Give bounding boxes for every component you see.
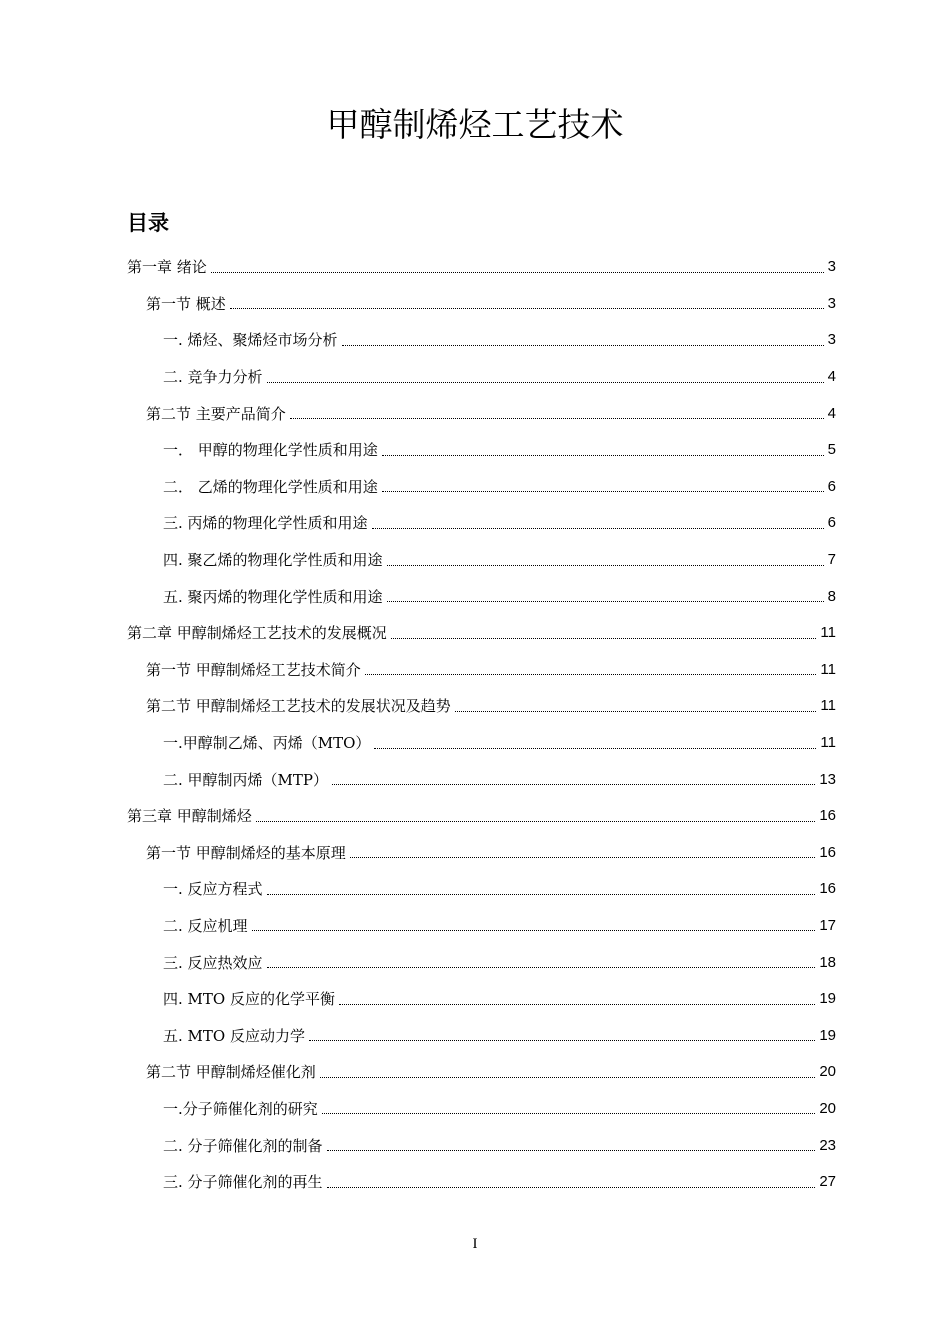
toc-entry-page: 23 xyxy=(819,1136,836,1154)
toc-heading: 目录 xyxy=(127,211,169,235)
dot-leader xyxy=(387,601,824,602)
toc-entry-label: 三. 反应热效应 xyxy=(163,953,263,972)
toc-entry-label: 一. 烯烃、聚烯烃市场分析 xyxy=(163,331,338,350)
toc-entry[interactable] xyxy=(0,1054,950,1091)
toc-entry-label: 第一节 甲醇制烯烃的基本原理 xyxy=(146,843,346,862)
toc-entry-label: 三. 丙烯的物理化学性质和用途 xyxy=(163,514,368,533)
toc-entry-page: 20 xyxy=(819,1063,836,1081)
toc-entry[interactable] xyxy=(0,578,950,615)
toc-entry[interactable] xyxy=(0,249,950,286)
toc-entry-page: 6 xyxy=(827,477,836,495)
dot-leader xyxy=(252,930,816,931)
toc-entry-page: 18 xyxy=(819,953,836,971)
toc-entry-page: 8 xyxy=(827,587,836,605)
dot-leader xyxy=(339,1004,815,1005)
toc-entry-page: 19 xyxy=(819,990,836,1008)
toc-entry-page: 20 xyxy=(819,1099,836,1117)
toc-entry-page: 11 xyxy=(820,734,836,752)
dot-leader xyxy=(309,1040,815,1041)
toc-entry[interactable] xyxy=(0,908,950,945)
dot-leader xyxy=(372,528,824,529)
toc-entry[interactable] xyxy=(0,1091,950,1128)
toc-entry-label: 二. 反应机理 xyxy=(163,916,248,935)
toc-entry[interactable] xyxy=(0,432,950,469)
toc-entry-page: 3 xyxy=(827,331,836,349)
document-title: 甲醇制烯烃工艺技术 xyxy=(326,105,624,144)
table-of-contents xyxy=(0,249,950,1200)
toc-entry[interactable] xyxy=(0,615,950,652)
dot-leader xyxy=(211,272,824,273)
toc-entry-page: 4 xyxy=(827,404,836,422)
dot-leader xyxy=(332,784,815,785)
toc-entry-page: 3 xyxy=(827,294,836,312)
toc-entry-label: 第二节 甲醇制烯烃工艺技术的发展状况及趋势 xyxy=(146,697,451,716)
dot-leader xyxy=(327,1187,816,1188)
toc-entry[interactable] xyxy=(0,286,950,323)
toc-entry-label: 第二节 甲醇制烯烃催化剂 xyxy=(146,1063,316,1082)
toc-entry-label: 第一章 绪论 xyxy=(127,258,207,277)
toc-entry-label: 第一节 甲醇制烯烃工艺技术简介 xyxy=(146,660,361,679)
dot-leader xyxy=(382,491,824,492)
toc-entry-label: 四. MTO 反应的化学平衡 xyxy=(163,990,335,1009)
toc-entry-label: 四. 聚乙烯的物理化学性质和用途 xyxy=(163,551,383,570)
dot-leader xyxy=(322,1113,816,1114)
toc-entry[interactable] xyxy=(0,725,950,762)
toc-entry[interactable] xyxy=(0,1164,950,1201)
toc-entry[interactable] xyxy=(0,944,950,981)
dot-leader xyxy=(455,711,817,712)
toc-entry-page: 27 xyxy=(819,1173,836,1191)
toc-entry-label: 一.分子筛催化剂的研究 xyxy=(163,1099,318,1118)
toc-entry[interactable] xyxy=(0,798,950,835)
toc-entry-page: 3 xyxy=(827,258,836,276)
dot-leader xyxy=(382,455,824,456)
toc-entry-page: 11 xyxy=(820,624,836,642)
toc-entry-label: 二． 乙烯的物理化学性质和用途 xyxy=(163,477,378,496)
toc-entry-label: 第二章 甲醇制烯烃工艺技术的发展概况 xyxy=(127,624,387,643)
toc-entry-label: 五. MTO 反应动力学 xyxy=(163,1026,305,1045)
dot-leader xyxy=(267,967,816,968)
toc-entry[interactable] xyxy=(0,981,950,1018)
toc-entry[interactable] xyxy=(0,871,950,908)
toc-entry-page: 6 xyxy=(827,514,836,532)
toc-entry[interactable] xyxy=(0,761,950,798)
toc-entry[interactable] xyxy=(0,395,950,432)
dot-leader xyxy=(391,638,817,639)
page-number: I xyxy=(472,1236,478,1252)
toc-entry[interactable] xyxy=(0,835,950,872)
toc-entry[interactable] xyxy=(0,1127,950,1164)
toc-entry[interactable] xyxy=(0,542,950,579)
toc-entry-label: 二. 竞争力分析 xyxy=(163,368,263,387)
toc-entry-label: 第二节 主要产品简介 xyxy=(146,404,286,423)
toc-entry-label: 五. 聚丙烯的物理化学性质和用途 xyxy=(163,587,383,606)
toc-entry[interactable] xyxy=(0,688,950,725)
dot-leader xyxy=(267,382,824,383)
toc-entry-label: 一． 甲醇的物理化学性质和用途 xyxy=(163,441,378,460)
toc-entry-page: 19 xyxy=(819,1026,836,1044)
dot-leader xyxy=(342,345,824,346)
dot-leader xyxy=(374,748,816,749)
toc-entry[interactable] xyxy=(0,322,950,359)
dot-leader xyxy=(230,308,824,309)
dot-leader xyxy=(365,674,817,675)
toc-entry-page: 4 xyxy=(827,368,836,386)
toc-entry-page: 16 xyxy=(819,843,836,861)
toc-entry-label: 一.甲醇制乙烯、丙烯（MTO） xyxy=(163,734,371,753)
toc-entry[interactable] xyxy=(0,469,950,506)
dot-leader xyxy=(267,894,816,895)
toc-entry-page: 7 xyxy=(827,551,836,569)
toc-entry-page: 11 xyxy=(820,660,836,678)
dot-leader xyxy=(350,857,816,858)
toc-entry-label: 一. 反应方程式 xyxy=(163,880,263,899)
toc-entry-label: 三. 分子筛催化剂的再生 xyxy=(163,1173,323,1192)
dot-leader xyxy=(327,1150,816,1151)
toc-entry-page: 13 xyxy=(819,770,836,788)
toc-entry-label: 二. 甲醇制丙烯（MTP） xyxy=(163,770,328,789)
dot-leader xyxy=(256,821,816,822)
toc-entry-page: 16 xyxy=(819,880,836,898)
toc-entry[interactable] xyxy=(0,652,950,689)
dot-leader xyxy=(290,418,824,419)
toc-entry[interactable] xyxy=(0,505,950,542)
toc-entry-label: 二. 分子筛催化剂的制备 xyxy=(163,1136,323,1155)
toc-entry[interactable] xyxy=(0,1017,950,1054)
dot-leader xyxy=(387,565,824,566)
toc-entry-label: 第一节 概述 xyxy=(146,294,226,313)
toc-entry[interactable] xyxy=(0,359,950,396)
toc-entry-label: 第三章 甲醇制烯烃 xyxy=(127,807,252,826)
toc-entry-page: 17 xyxy=(819,916,836,934)
toc-entry-page: 5 xyxy=(827,441,836,459)
toc-entry-page: 11 xyxy=(820,697,836,715)
toc-entry-page: 16 xyxy=(819,807,836,825)
dot-leader xyxy=(320,1077,816,1078)
